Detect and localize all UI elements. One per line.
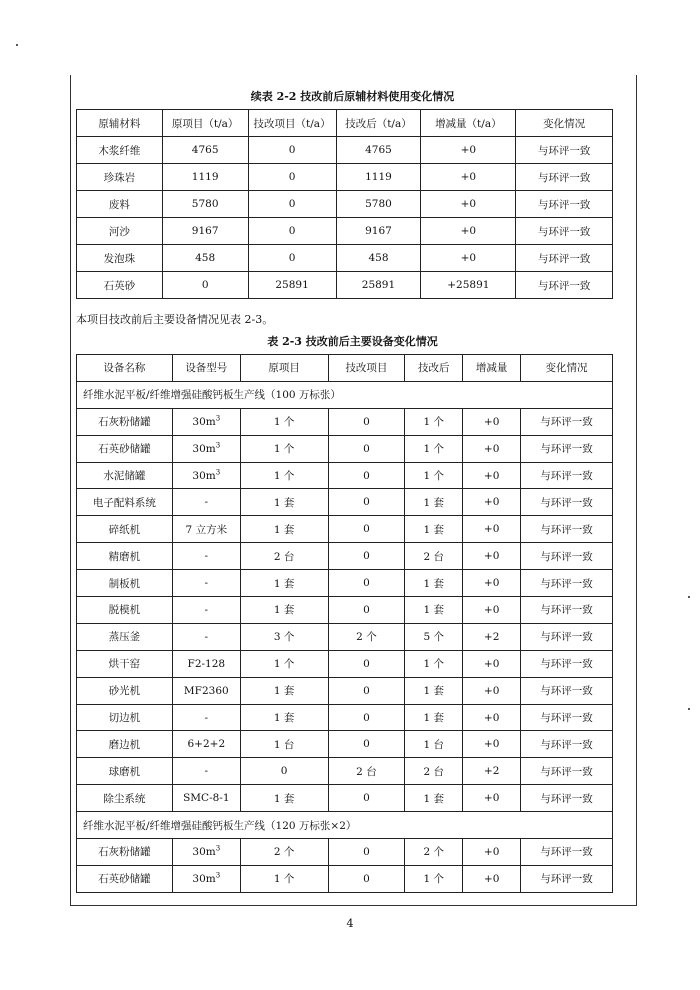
table-cell: 与环评一致 bbox=[521, 597, 613, 624]
table-cell: 1 套 bbox=[405, 516, 463, 543]
scan-speck bbox=[16, 44, 18, 46]
table-cell: 水泥储罐 bbox=[77, 462, 173, 489]
header-cell: 技改后 bbox=[405, 355, 463, 382]
table-cell: 0 bbox=[328, 597, 405, 624]
table-cell: 与环评一致 bbox=[521, 839, 613, 866]
unit-superscript: 3 bbox=[215, 441, 221, 450]
table-cell: 0 bbox=[162, 272, 248, 299]
table-cell: 1 套 bbox=[240, 489, 328, 516]
table-cell: 与环评一致 bbox=[521, 865, 613, 892]
table-cell: 6+2+2 bbox=[172, 731, 240, 758]
table-cell: 1 套 bbox=[405, 489, 463, 516]
header-cell: 变化情况 bbox=[516, 110, 613, 137]
table-cell: 1 台 bbox=[240, 731, 328, 758]
table-cell: 0 bbox=[328, 570, 405, 597]
table-cell: 与环评一致 bbox=[521, 435, 613, 462]
table-row bbox=[77, 731, 613, 758]
table-cell: 与环评一致 bbox=[516, 191, 613, 218]
table-cell: 木浆纤维 bbox=[77, 137, 163, 164]
table-cell: 废料 bbox=[77, 191, 163, 218]
table-row bbox=[77, 650, 613, 677]
table-2-3 bbox=[76, 354, 613, 893]
table-cell: 1 套 bbox=[240, 516, 328, 543]
scan-speck bbox=[688, 596, 690, 598]
table-2-3-caption: 表 2-3 技改前后主要设备变化情况 bbox=[267, 335, 438, 348]
table-cell: +0 bbox=[421, 218, 516, 245]
table-row bbox=[77, 272, 613, 299]
header-cell: 增减量（t/a） bbox=[421, 110, 516, 137]
table-cell: 0 bbox=[248, 218, 336, 245]
header-cell: 原项目（t/a） bbox=[162, 110, 248, 137]
table-cell: 5780 bbox=[162, 191, 248, 218]
table-cell: 脱模机 bbox=[77, 597, 173, 624]
table-cell: 0 bbox=[328, 435, 405, 462]
table-cell: 与环评一致 bbox=[516, 272, 613, 299]
table-cell: 烘干窑 bbox=[77, 650, 173, 677]
table-row bbox=[77, 164, 613, 191]
table-cell: +0 bbox=[463, 731, 521, 758]
section-title: 纤维水泥平板/纤维增强硅酸钙板生产线（120 万标张×2） bbox=[77, 812, 613, 839]
table-cell: 与环评一致 bbox=[516, 218, 613, 245]
table-cell: - bbox=[172, 623, 240, 650]
table-cell: 与环评一致 bbox=[521, 623, 613, 650]
table-cell: 4765 bbox=[162, 137, 248, 164]
table-cell: 0 bbox=[328, 516, 405, 543]
table-cell: 2 个 bbox=[328, 623, 405, 650]
table-cell: $30m^3$ bbox=[172, 462, 240, 489]
table-cell: 458 bbox=[162, 245, 248, 272]
table-row bbox=[77, 623, 613, 650]
table-cell: +0 bbox=[463, 516, 521, 543]
unit-superscript: 3 bbox=[215, 468, 221, 476]
table-row bbox=[77, 408, 613, 435]
header-cell: 技改项目（t/a） bbox=[248, 110, 336, 137]
table-cell: 0 bbox=[328, 704, 405, 731]
table-row bbox=[77, 677, 613, 704]
table-cell: 1 套 bbox=[405, 785, 463, 812]
table-cell: 7 立方米 bbox=[172, 516, 240, 543]
table-cell: 与环评一致 bbox=[521, 516, 613, 543]
table-cell: 0 bbox=[248, 191, 336, 218]
table-2-2-caption: 续表 2-2 技改前后原辅材料使用变化情况 bbox=[250, 90, 455, 103]
table-cell: 与环评一致 bbox=[516, 164, 613, 191]
table-cell: 0 bbox=[328, 650, 405, 677]
table-cell: - bbox=[172, 570, 240, 597]
table-cell: 精磨机 bbox=[77, 543, 173, 570]
table-row bbox=[77, 570, 613, 597]
table-cell: 碎纸机 bbox=[77, 516, 173, 543]
table-cell: +0 bbox=[463, 408, 521, 435]
table-cell: 球磨机 bbox=[77, 758, 173, 785]
table-row bbox=[77, 489, 613, 516]
table-cell: 切边机 bbox=[77, 704, 173, 731]
table-cell: $30m^3$ bbox=[172, 408, 240, 435]
table-cell: +0 bbox=[463, 543, 521, 570]
table-cell: 与环评一致 bbox=[521, 650, 613, 677]
table-cell: 1119 bbox=[162, 164, 248, 191]
section-row bbox=[77, 812, 613, 839]
table-cell: 3 个 bbox=[240, 623, 328, 650]
header-cell: 技改项目 bbox=[328, 355, 405, 382]
table-cell: - bbox=[172, 543, 240, 570]
table-cell: 2 台 bbox=[328, 758, 405, 785]
header-cell: 原辅材料 bbox=[77, 110, 163, 137]
table-row bbox=[77, 218, 613, 245]
table-cell: 与环评一致 bbox=[516, 137, 613, 164]
table-cell: $30m^3$ bbox=[172, 839, 240, 866]
table-cell: 1 个 bbox=[405, 650, 463, 677]
unit-superscript: 3 bbox=[215, 844, 221, 853]
table-cell: 4765 bbox=[336, 137, 421, 164]
table-cell: 石灰粉储罐 bbox=[77, 408, 173, 435]
table-cell: +0 bbox=[421, 137, 516, 164]
table-row bbox=[77, 245, 613, 272]
table-cell: 0 bbox=[328, 408, 405, 435]
table-cell: 与环评一致 bbox=[521, 731, 613, 758]
table-row bbox=[77, 191, 613, 218]
table-cell: 1 台 bbox=[405, 731, 463, 758]
table-cell: 与环评一致 bbox=[521, 704, 613, 731]
header-cell: 设备型号 bbox=[172, 355, 240, 382]
table-cell: +0 bbox=[421, 191, 516, 218]
unit-superscript: 3 bbox=[215, 871, 221, 880]
table-cell: +0 bbox=[463, 462, 521, 489]
table-cell: 1 个 bbox=[405, 408, 463, 435]
table-cell: +0 bbox=[463, 489, 521, 516]
table-row bbox=[77, 865, 613, 892]
table-cell: +25891 bbox=[421, 272, 516, 299]
table-cell: 1 套 bbox=[240, 597, 328, 624]
table-cell: 1 个 bbox=[405, 435, 463, 462]
table-cell: 石英砂储罐 bbox=[77, 435, 173, 462]
table-cell: 磨边机 bbox=[77, 731, 173, 758]
table-cell: 2 台 bbox=[405, 543, 463, 570]
table-cell: +0 bbox=[421, 164, 516, 191]
table-cell: +0 bbox=[463, 865, 521, 892]
table-cell: 1 个 bbox=[240, 435, 328, 462]
table-row bbox=[77, 462, 613, 489]
table-cell: 1 套 bbox=[405, 677, 463, 704]
table-header-row bbox=[77, 355, 613, 382]
table-cell: +0 bbox=[421, 245, 516, 272]
table-cell: +0 bbox=[463, 570, 521, 597]
unit-superscript: 3 bbox=[215, 414, 221, 423]
table-cell: - bbox=[172, 758, 240, 785]
section-row bbox=[77, 381, 613, 408]
table-cell: 0 bbox=[328, 489, 405, 516]
table-cell: 1 套 bbox=[240, 570, 328, 597]
table-cell: 石灰粉储罐 bbox=[77, 839, 173, 866]
table-cell: 与环评一致 bbox=[521, 462, 613, 489]
table-cell: SMC-8-1 bbox=[172, 785, 240, 812]
table-cell: 发泡珠 bbox=[77, 245, 163, 272]
scan-speck bbox=[688, 708, 690, 710]
table-cell: 制板机 bbox=[77, 570, 173, 597]
table-cell: 0 bbox=[248, 137, 336, 164]
table-cell: 0 bbox=[328, 677, 405, 704]
table-cell: 1 套 bbox=[405, 570, 463, 597]
table-cell: 2 个 bbox=[240, 839, 328, 866]
table-cell: +0 bbox=[463, 677, 521, 704]
table-cell: 砂光机 bbox=[77, 677, 173, 704]
table-cell: 1 个 bbox=[240, 650, 328, 677]
table-cell: 电子配料系统 bbox=[77, 489, 173, 516]
table-cell: - bbox=[172, 597, 240, 624]
table-cell: 25891 bbox=[336, 272, 421, 299]
table-cell: 0 bbox=[328, 731, 405, 758]
table-cell: +0 bbox=[463, 839, 521, 866]
table-cell: 1119 bbox=[336, 164, 421, 191]
table-row bbox=[77, 435, 613, 462]
table-cell: 除尘系统 bbox=[77, 785, 173, 812]
table-cell: 0 bbox=[240, 758, 328, 785]
table-cell: 0 bbox=[248, 164, 336, 191]
table-cell: 2 台 bbox=[240, 543, 328, 570]
table-row bbox=[77, 543, 613, 570]
table-cell: 1 个 bbox=[240, 408, 328, 435]
table-cell: 458 bbox=[336, 245, 421, 272]
header-cell: 设备名称 bbox=[77, 355, 173, 382]
table-row bbox=[77, 137, 613, 164]
table-cell: 与环评一致 bbox=[521, 758, 613, 785]
table-header-row bbox=[77, 110, 613, 137]
table-row bbox=[77, 704, 613, 731]
table-cell: 0 bbox=[328, 839, 405, 866]
table-cell: 与环评一致 bbox=[521, 677, 613, 704]
table-cell: 与环评一致 bbox=[516, 245, 613, 272]
table-row bbox=[77, 839, 613, 866]
table-cell: 1 个 bbox=[240, 462, 328, 489]
table-cell: F2-128 bbox=[172, 650, 240, 677]
table-cell: 与环评一致 bbox=[521, 785, 613, 812]
table-cell: +2 bbox=[463, 623, 521, 650]
table-cell: 1 套 bbox=[405, 597, 463, 624]
table-cell: +0 bbox=[463, 650, 521, 677]
table-row bbox=[77, 516, 613, 543]
table-cell: +0 bbox=[463, 704, 521, 731]
header-cell: 增减量 bbox=[463, 355, 521, 382]
table-cell: 蒸压釜 bbox=[77, 623, 173, 650]
header-cell: 技改后（t/a） bbox=[336, 110, 421, 137]
table-cell: +2 bbox=[463, 758, 521, 785]
table-cell: 石英砂 bbox=[77, 272, 163, 299]
table-cell: +0 bbox=[463, 435, 521, 462]
table-cell: 河沙 bbox=[77, 218, 163, 245]
table-2-2 bbox=[76, 109, 613, 299]
table-cell: 5780 bbox=[336, 191, 421, 218]
table-cell: - bbox=[172, 704, 240, 731]
table-cell: 与环评一致 bbox=[521, 543, 613, 570]
body-paragraph: 本项目技改前后主要设备情况见表 2-3。 bbox=[76, 313, 274, 326]
table-cell: 1 个 bbox=[240, 865, 328, 892]
table-cell: 9167 bbox=[162, 218, 248, 245]
table-cell: 1 套 bbox=[240, 785, 328, 812]
table-cell: +0 bbox=[463, 597, 521, 624]
table-cell: MF2360 bbox=[172, 677, 240, 704]
header-cell: 变化情况 bbox=[521, 355, 613, 382]
table-cell: 2 个 bbox=[405, 839, 463, 866]
table-cell: 0 bbox=[328, 462, 405, 489]
table-cell: +0 bbox=[463, 785, 521, 812]
table-cell: 0 bbox=[328, 543, 405, 570]
table-cell: 25891 bbox=[248, 272, 336, 299]
table-cell: 珍珠岩 bbox=[77, 164, 163, 191]
table-cell: $30m^3$ bbox=[172, 435, 240, 462]
table-row bbox=[77, 785, 613, 812]
table-cell: 与环评一致 bbox=[521, 408, 613, 435]
table-cell: 0 bbox=[328, 865, 405, 892]
table-cell: 1 套 bbox=[240, 704, 328, 731]
table-cell: - bbox=[172, 489, 240, 516]
table-cell: 1 套 bbox=[405, 704, 463, 731]
table-cell: 5 个 bbox=[405, 623, 463, 650]
table-cell: 0 bbox=[248, 245, 336, 272]
section-title: 纤维水泥平板/纤维增强硅酸钙板生产线（100 万标张） bbox=[77, 381, 613, 408]
table-cell: 与环评一致 bbox=[521, 570, 613, 597]
table-row bbox=[77, 597, 613, 624]
table-cell: 1 个 bbox=[405, 865, 463, 892]
table-cell: 与环评一致 bbox=[521, 489, 613, 516]
table-cell: 2 台 bbox=[405, 758, 463, 785]
table-cell: 1 个 bbox=[405, 462, 463, 489]
page-number: 4 bbox=[346, 917, 354, 930]
table-cell: 石英砂储罐 bbox=[77, 865, 173, 892]
table-cell: 9167 bbox=[336, 218, 421, 245]
header-cell: 原项目 bbox=[240, 355, 328, 382]
table-cell: $30m^3$ bbox=[172, 865, 240, 892]
table-cell: 1 套 bbox=[240, 677, 328, 704]
table-row bbox=[77, 758, 613, 785]
table-cell: 0 bbox=[328, 785, 405, 812]
